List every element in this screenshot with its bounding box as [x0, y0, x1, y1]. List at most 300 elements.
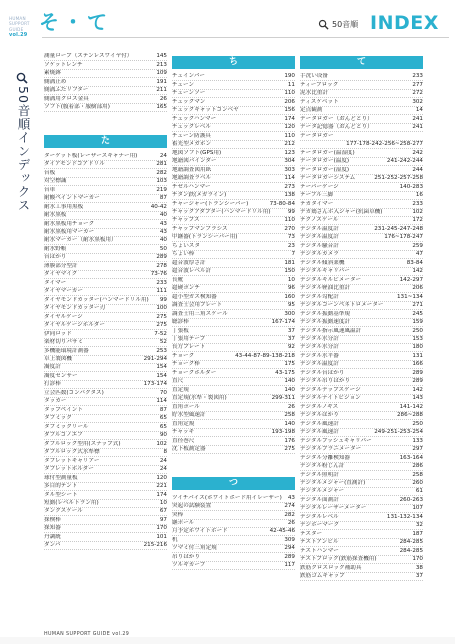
index-entry [44, 169, 167, 177]
entry-pages: 131~134 [396, 293, 423, 300]
sidebar-title: 50音順インデックス [16, 86, 31, 212]
entry-term: ダイヤマイク [44, 271, 78, 278]
entry-term: 探知器 [44, 525, 61, 532]
entry-term: 耐水黒板 [44, 212, 67, 219]
index-entry [172, 412, 295, 420]
index-entry [300, 454, 423, 462]
index-entry [300, 234, 423, 242]
entry-pages: 180 [412, 344, 423, 351]
entry-term: 耐水工事用黒板 [44, 203, 84, 210]
index-entry [300, 285, 423, 293]
entry-pages: 241 [412, 115, 423, 122]
index-entry [300, 378, 423, 386]
entry-pages: 233 [412, 200, 423, 207]
entry-pages: 109 [156, 70, 167, 77]
entry-term: 泥水比重計 [300, 90, 328, 97]
entry-term: チェーンソー [172, 90, 206, 97]
index-entry [44, 457, 167, 465]
index-entry [300, 251, 423, 259]
index-entry [300, 412, 423, 420]
entry-pages: 102 [156, 440, 167, 447]
header-divider [42, 37, 449, 38]
entry-term: デジタル勾配計 [300, 293, 339, 300]
entry-pages: 95 [287, 302, 295, 309]
index-entry [300, 158, 423, 166]
entry-term: 地図ソフト(GPS用) [172, 149, 222, 156]
index-entry [300, 259, 423, 267]
index-entry [172, 369, 295, 377]
entry-term: 耐酸ペイントマーカー [44, 195, 100, 202]
entry-pages: 289 [412, 369, 423, 376]
entry-pages: 241 [412, 124, 423, 131]
entry-pages: 275 [284, 446, 295, 453]
entry-pages: 140-283 [399, 183, 423, 190]
entry-pages: 40 [159, 237, 167, 244]
entry-pages: 154 [156, 372, 167, 379]
index-entry [44, 525, 167, 533]
index-entry [300, 183, 423, 191]
entry-pages: 206 [412, 285, 423, 292]
index-entry [44, 254, 167, 262]
entry-term: 薄膜部分型計 [44, 262, 78, 269]
index-entry [172, 327, 295, 335]
index-entry [300, 496, 423, 504]
entry-term: デジタル粉じん計 [300, 463, 345, 470]
entry-term: デジタル騒音計 [300, 242, 339, 249]
entry-pages: 7 [291, 251, 295, 258]
index-entry [172, 545, 295, 553]
index-entry [44, 296, 167, 304]
index-entry [44, 423, 167, 431]
entry-pages: 219 [156, 186, 167, 193]
entry-pages: 65 [159, 423, 167, 430]
entry-pages: 65 [159, 415, 167, 422]
index-entry [44, 61, 167, 69]
entry-term: テカタイマー [300, 200, 334, 207]
entry-term: 直定規(水準・製図用) [172, 395, 227, 402]
entry-term: 濁度計 [44, 364, 61, 371]
entry-pages: 153 [412, 336, 423, 342]
entry-term: 直尺 [172, 378, 184, 385]
entry-term: タル型シート [44, 491, 78, 498]
index-entry [300, 352, 423, 360]
entry-pages: 277 [412, 81, 423, 88]
index-entry [300, 361, 423, 369]
entry-pages: 187 [412, 530, 423, 537]
index-entry [300, 505, 423, 513]
entry-pages: 61 [415, 488, 423, 495]
entry-term: デジタル風速計 [300, 420, 339, 427]
entry-pages: 258 [284, 412, 295, 419]
index-entry [172, 386, 295, 394]
entry-term: デジタル分離検知器 [300, 454, 351, 461]
entry-pages: 70 [159, 389, 167, 396]
entry-pages: 145 [156, 53, 167, 60]
entry-term: 突起の試験装置 [172, 503, 212, 510]
entry-term: ツルギカーブ [172, 562, 206, 569]
index-entry [44, 186, 167, 194]
entry-term: 長靴 [172, 276, 184, 283]
index-entry [44, 305, 167, 313]
index-title: INDEX [370, 12, 439, 34]
entry-term: 超硬ポンチ [172, 285, 200, 292]
entry-term: ツマミ付三角定規 [172, 545, 217, 552]
index-entry [44, 508, 167, 516]
entry-term: チェックハンマー [172, 115, 217, 122]
entry-pages: 284-285 [399, 539, 423, 546]
entry-pages: 37 [415, 573, 423, 580]
entry-pages: 275 [156, 322, 167, 329]
index-entry [300, 242, 423, 250]
entry-term: ダイヤルゲージホルダー [44, 322, 105, 329]
section-heading: つ [172, 477, 295, 490]
index-entry [172, 511, 295, 519]
entry-pages: 294 [284, 545, 295, 552]
index-entry [172, 251, 295, 259]
entry-term: デジタル台はかり [300, 369, 345, 376]
index-entry [172, 192, 295, 200]
entry-pages: 43 [159, 220, 167, 227]
entry-term: 蓄光型メガホン [172, 141, 212, 148]
entry-pages: 250 [412, 420, 423, 427]
entry-pages: 99 [159, 296, 167, 303]
index-entry [300, 471, 423, 479]
index-entry [44, 432, 167, 440]
index-entry [44, 406, 167, 414]
index-entry [44, 70, 167, 78]
entry-pages: 297 [412, 446, 423, 453]
index-entry [172, 361, 295, 369]
entry-term: 直角定規 [172, 420, 195, 427]
entry-pages: 11 [287, 81, 295, 88]
entry-pages: 193-198 [271, 429, 295, 436]
entry-pages: 37 [287, 336, 295, 342]
entry-pages: 40-42 [150, 203, 167, 210]
entry-term: デジタルコーンペネトロメーター [300, 302, 384, 309]
entry-pages: 278 [156, 262, 167, 269]
entry-term: 吊りはかり [172, 553, 200, 560]
entry-pages: 131 [412, 352, 423, 359]
entry-pages: 24 [159, 466, 167, 473]
entry-pages: 73-76 [150, 271, 167, 278]
entry-term: 長方プレート [172, 344, 206, 351]
entry-term: 中継器(トランシーバー用) [172, 234, 238, 241]
index-entry [172, 503, 295, 511]
index-entry [172, 536, 295, 544]
index-entry [172, 209, 295, 217]
entry-pages: 38 [415, 564, 423, 571]
index-entry [44, 500, 167, 508]
brand-line-1: HUMAN [9, 16, 26, 21]
entry-term: 測量ロープ（ステンレスワイヤ付） [44, 53, 133, 60]
index-entry [172, 437, 295, 445]
entry-term: デジタル振動基準規 [300, 310, 351, 317]
entry-term: 貯水型風速計 [172, 412, 206, 419]
index-entry [44, 78, 167, 86]
entry-pages: 206 [284, 98, 295, 105]
index-entry [172, 217, 295, 225]
entry-pages: 26 [159, 95, 167, 102]
index-entry [300, 446, 423, 454]
index-entry [172, 90, 295, 98]
index-entry [44, 356, 167, 364]
index-entry [300, 293, 423, 301]
entry-pages: 286 [412, 463, 423, 470]
index-entry [44, 491, 167, 499]
index-entry [172, 98, 295, 106]
magnifier-icon [16, 72, 28, 84]
entry-pages: 159 [412, 319, 423, 326]
entry-pages: 175 [284, 361, 295, 368]
entry-pages: 101 [156, 533, 167, 540]
index-entry [300, 141, 423, 149]
entry-term: デジタルレベル [300, 513, 339, 520]
entry-pages: 271 [412, 302, 423, 309]
entry-pages: 272 [412, 90, 423, 97]
entry-term: 打診棒 [44, 381, 61, 388]
entry-pages: 142 [412, 268, 423, 275]
entry-term: タブミック [44, 415, 72, 422]
entry-term: 地籍調査ラベル [172, 175, 212, 182]
entry-term: チェーン防護具 [172, 132, 211, 139]
entry-pages: 212 [284, 141, 295, 148]
entry-term: デジタルナイトビジョン [300, 395, 361, 402]
entry-pages: 110 [284, 217, 295, 224]
section-heading: た [44, 135, 167, 148]
entry-pages: 92 [287, 344, 295, 351]
entry-term: 鉄筋ゴムキャップ [300, 573, 345, 580]
entry-pages: 191 [156, 78, 167, 85]
entry-term: テータロガー(温湿度) [300, 149, 355, 156]
entry-term: 突棒 [172, 511, 184, 518]
entry-pages: 309 [284, 536, 295, 543]
entry-term: 超小型ガス検知器 [172, 293, 217, 300]
index-entry [172, 183, 295, 191]
entry-pages: 170 [156, 525, 167, 532]
index-entry [44, 95, 167, 103]
index-entry [300, 463, 423, 471]
index-entry [300, 420, 423, 428]
index-entry [300, 209, 423, 217]
entry-term: デジタルキルビメーター [300, 276, 362, 283]
entry-pages: 177-178-242-256~258-277 [346, 141, 423, 148]
entry-pages: 231-245-247-248 [374, 225, 423, 232]
entry-term: 定点観測 [300, 107, 323, 114]
index-entry [44, 220, 167, 228]
index-entry [300, 192, 423, 200]
index-entry [44, 288, 167, 296]
index-entry [44, 474, 167, 482]
index-entry [300, 276, 423, 284]
entry-term: 立会匹数(コンパクタス) [44, 389, 104, 396]
entry-pages: 250 [412, 327, 423, 334]
brand-line-3: GUIDE [9, 26, 24, 32]
entry-term: テスター [300, 530, 323, 537]
entry-pages: 102 [412, 208, 423, 215]
index-entry [172, 141, 295, 149]
entry-term: データロガーシステム [300, 175, 356, 182]
index-entry [300, 488, 423, 496]
index-entry [172, 395, 295, 403]
entry-term: デジタル傾斜業機 [300, 259, 345, 266]
index-entry [172, 378, 295, 386]
entry-pages: 110 [284, 90, 295, 97]
entry-pages: 302 [412, 98, 423, 105]
entry-pages: 150 [284, 268, 295, 275]
entry-pages: 140 [284, 378, 295, 385]
index-entry [172, 234, 295, 242]
entry-term: デジタル吊りはかり [300, 378, 351, 385]
entry-pages: 141-142 [399, 403, 423, 410]
entry-term: タブレットキャリアー [44, 457, 100, 464]
index-entry [172, 520, 295, 528]
entry-pages: 270 [284, 225, 295, 232]
entry-term: 地籍図バインダー [172, 158, 217, 165]
entry-pages: 120 [284, 124, 295, 131]
index-entry [172, 562, 295, 570]
entry-term: 短動(レベルトラン用) [44, 499, 99, 506]
entry-pages: 190 [284, 73, 295, 80]
entry-term: チタン鉄(メガライン) [172, 192, 227, 199]
entry-pages: 16 [415, 192, 423, 199]
index-entry [44, 533, 167, 541]
entry-term: 直定規 [172, 386, 189, 393]
entry-pages: 87 [159, 406, 167, 413]
entry-term: ダイヤルゲージ [44, 313, 83, 320]
index-entry [44, 87, 167, 95]
entry-term: ちょい棒 [172, 251, 195, 258]
entry-pages: 245 [412, 310, 423, 317]
entry-pages: 111 [156, 288, 167, 295]
entry-pages: 14 [415, 107, 423, 114]
entry-pages: 286~288 [396, 412, 423, 419]
index-entry [44, 516, 167, 524]
entry-term: テストプロック(鉄筋探査機用) [300, 556, 377, 563]
entry-term: 机 [172, 536, 178, 543]
entry-term: デジタル水分計 [300, 344, 339, 351]
index-column-3 [300, 53, 423, 581]
entry-term: デジタル振動速度計 [300, 319, 351, 326]
index-entry [44, 389, 167, 397]
entry-term: 直径巻尺 [172, 437, 195, 444]
entry-pages: 96 [287, 285, 295, 292]
page-kana-heading: そ・て [39, 10, 111, 34]
index-entry [172, 285, 295, 293]
entry-pages: 281 [156, 161, 167, 168]
entry-term: タップペイント [44, 406, 83, 413]
index-entry [44, 313, 167, 321]
entry-pages: 133 [412, 437, 423, 444]
entry-pages: 43-44-87-89-138-218 [235, 352, 295, 359]
entry-pages: 163-164 [399, 454, 423, 461]
entry-pages: 154 [156, 364, 167, 371]
entry-pages: 73 [287, 234, 295, 241]
entry-term: 直角ポール [172, 403, 200, 410]
index-entry [172, 166, 295, 174]
index-entry [300, 403, 423, 411]
brand-line-2: SUPPORT [9, 21, 30, 27]
index-entry [44, 53, 167, 61]
index-entry [44, 364, 167, 372]
entry-term: デジタル温度計 [300, 234, 339, 241]
entry-term: ダブルロック型用(スナップ式) [44, 440, 121, 447]
entry-term: テーブル三脚 [300, 192, 334, 199]
entry-pages: 244 [412, 166, 423, 173]
entry-term: 多機能環境計測器 [44, 347, 89, 354]
entry-pages: 10 [287, 276, 295, 283]
entry-pages: 253 [156, 347, 167, 354]
entry-term: テストアンビル [300, 539, 339, 546]
entry-term: チョーク棒 [172, 361, 200, 368]
entry-term: データロガー（おんどとり） [300, 115, 373, 122]
entry-pages: 284-285 [399, 547, 423, 554]
entry-term: 丁張用テープ [172, 336, 206, 342]
entry-term: 多目的テント [44, 483, 78, 490]
entry-pages: 282 [284, 511, 295, 518]
index-entry [44, 271, 167, 279]
entry-pages: 260-263 [399, 496, 423, 503]
index-entry [44, 245, 167, 253]
entry-term: タブレットホルダー [44, 466, 94, 473]
entry-term: タッカー [44, 398, 67, 405]
index-entry [300, 73, 423, 81]
index-entry [300, 480, 423, 488]
index-entry [172, 73, 295, 81]
index-entry [172, 225, 295, 233]
entry-term: ダンパ [44, 542, 61, 549]
entry-pages: 251-252-257-258 [374, 175, 423, 182]
index-entry [300, 547, 423, 555]
index-entry [300, 166, 423, 174]
index-entry [300, 369, 423, 377]
entry-term: チャックアダプター(ハンマードリル用) [172, 208, 271, 215]
entry-term: 素焼鉢 [44, 70, 61, 77]
index-entry [44, 372, 167, 380]
index-entry [300, 573, 423, 581]
entry-pages: 43 [159, 228, 167, 235]
entry-term: デジタルカメラ [300, 251, 339, 258]
entry-term: テーパーゲージ [300, 183, 339, 190]
index-entry [44, 347, 167, 355]
index-entry [44, 381, 167, 389]
index-entry [172, 81, 295, 89]
entry-term: 濁度センサー [44, 372, 78, 379]
entry-pages: 23 [287, 242, 295, 249]
entry-term: ちょいスタ [172, 242, 200, 249]
entry-pages: 7-52 [154, 330, 167, 337]
entry-pages: 160 [284, 293, 295, 300]
entry-pages: 181 [284, 259, 295, 266]
index-entry [172, 268, 295, 276]
entry-term: チョークホルダー [172, 369, 217, 376]
entry-term: デジタル水分計 [300, 336, 339, 342]
entry-pages: 142-297 [399, 276, 423, 283]
entry-term: デジタルレーザーメーター [300, 505, 367, 512]
index-entry [300, 429, 423, 437]
index-entry [44, 415, 167, 423]
index-entry [44, 262, 167, 270]
search-icon [318, 19, 329, 30]
entry-pages: 166 [412, 361, 423, 368]
index-entry [300, 268, 423, 276]
entry-term: データロガー(湿度) [300, 166, 350, 173]
entry-pages: 8 [163, 449, 167, 456]
entry-term: チャッキ [172, 429, 195, 436]
entry-pages: 110 [284, 132, 295, 139]
entry-term: デジタルメジャー(直測計) [300, 479, 366, 486]
entry-term: デジタル風速計 [300, 429, 339, 436]
index-entry [44, 440, 167, 448]
